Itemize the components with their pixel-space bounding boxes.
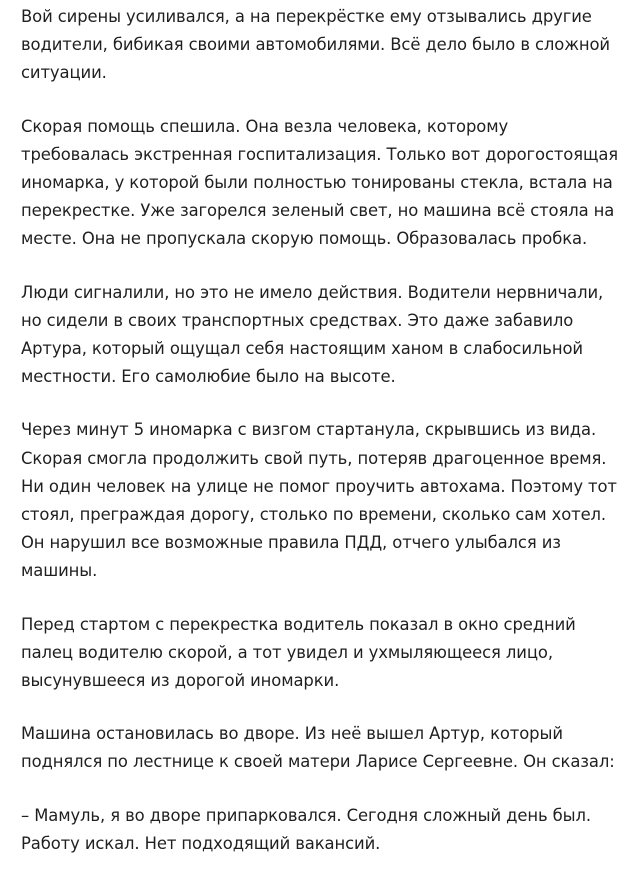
paragraph: – Мамуль, я во дворе припарковался. Сегодня сложный день был. Работу искал. Нет подходящий вакансий. [21, 805, 591, 853]
paragraph: Перед стартом с перекрестка водитель показал в окно средний палец водителю скорой, а тот увидел и ухмыляющееся лицо, высунувшееся из дорогой иномарки. [21, 614, 576, 691]
article-body [21, 3, 621, 883]
paragraph: Машина остановилась во дворе. Из неё вышел Артур, который поднялся по лестнице к своей матери Ларисе Сергеевне. Он сказал: [21, 724, 615, 772]
paragraph: Люди сигналили, но это не имело действия. Водители нервничали, но сидели в своих транспортных средствах. Это даже забавило Артура, который ощущал себя настоящим ханом в слабосильной местности. Его самолюбие было на высоте. [21, 282, 604, 387]
paragraph: Вой сирены усиливался, а на перекрёстке ему отзывались другие водители, бибикая своими автомобилями. Всё дело было в сложной ситуации. [21, 7, 610, 83]
paragraph: Скорая помощь спешила. Она везла человека, которому требовалась экстренная госпитализация. Только вот дорогостоящая иномарка, у которой были полностью тонированы стекла, встала на перекрестке. Уже загорелся зеленый свет, но машина всё стояла на месте. Она не пропускала скорую помощь. Образовалась пробка. [21, 116, 619, 249]
paragraph: Через минут 5 иномарка с визгом стартанула, скрывшись из вида. Скорая смогла продолжить свой путь, потеряв драгоценное время. Ни один человек на улице не помог проучить автохама. Поэтому тот стоял, преграждая дорогу, столько по времени, сколько сам хотел. Он нарушил все возможные правила ПДД, отчего улыбался из машины. [21, 420, 617, 581]
